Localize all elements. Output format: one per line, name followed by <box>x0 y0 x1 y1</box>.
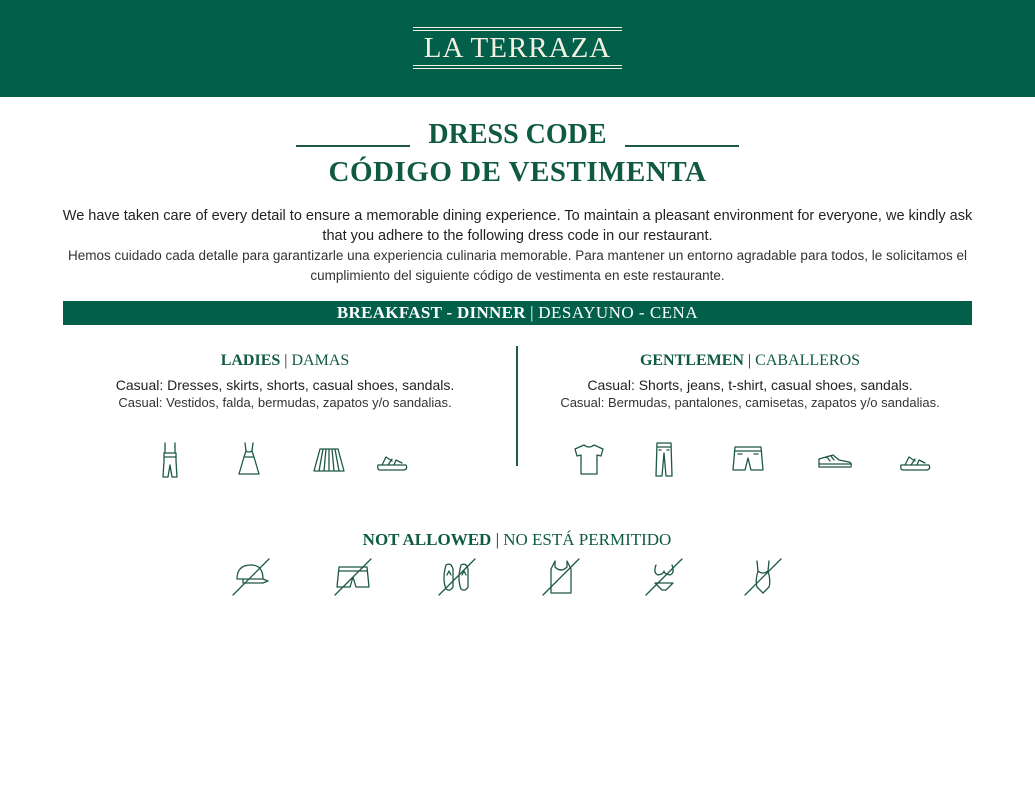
gentlemen-heading-en: GENTLEMEN <box>639 352 744 369</box>
meal-banner <box>63 301 972 325</box>
sandal-icon <box>895 439 935 479</box>
brand-logo <box>413 27 622 70</box>
gentlemen-allowed-es: Casual: Bermudas, pantalones, camisetas, zapatos y/o sandalias. <box>560 395 940 410</box>
not-allowed-heading-es: NO ESTÁ PERMITIDO <box>503 530 672 549</box>
heading-separator: | <box>747 352 752 369</box>
tshirt-icon <box>569 439 609 479</box>
ladies-heading-en: LADIES <box>220 352 281 369</box>
logo-rule <box>413 65 622 66</box>
title-rule-right <box>625 145 739 147</box>
logo-rule <box>413 30 622 31</box>
brand-name: LA TERRAZA <box>423 32 612 64</box>
overalls-icon <box>150 439 190 479</box>
ladies-allowed-es: Casual: Vestidos, falda, bermudas, zapatos y/o sandalias. <box>118 395 452 410</box>
sandal-icon <box>372 439 412 479</box>
title-rule-left <box>296 145 410 147</box>
no-cap-icon <box>231 557 271 597</box>
column-divider <box>516 346 518 466</box>
dress-icon <box>229 439 269 479</box>
page-title: DRESS CODE <box>428 119 607 150</box>
ladies-allowed-en: Casual: Dresses, skirts, shorts, casual shoes, sandals. <box>115 377 455 393</box>
not-allowed-heading-en: NOT ALLOWED <box>362 530 492 549</box>
page-subtitle: CÓDIGO DE VESTIMENTA <box>328 156 707 188</box>
heading-separator: | <box>495 530 499 549</box>
gentlemen-allowed-en: Casual: Shorts, jeans, t-shirt, casual shoes, sandals. <box>587 377 913 393</box>
gentlemen-heading-es: CABALLEROS <box>755 352 861 369</box>
no-bikini-icon <box>644 557 684 597</box>
heading-separator: | <box>284 352 288 369</box>
meal-banner-separator: | <box>530 303 534 322</box>
no-swimsuit-icon <box>743 557 783 597</box>
not-allowed-heading <box>267 529 767 551</box>
no-swim-trunks-icon <box>333 557 373 597</box>
meal-banner-en: BREAKFAST - DINNER <box>336 303 526 322</box>
no-flip-flops-icon <box>437 557 477 597</box>
ladies-heading-es: DAMAS <box>291 352 350 369</box>
intro-text-en: We have taken care of every detail to ensure a memorable dining experience. To maintain a pleasant environment for everyone, we kindly ask that you adhere to the following dress code in our restaurant. <box>62 208 973 244</box>
intro-text-es: Hemos cuidado cada detalle para garantizarle una experiencia culinaria memorable. Para mantener un entorno agradable para todos, le solicitamos el cumplimiento del siguiente código de vestimenta en este restaurante. <box>67 248 968 283</box>
sneaker-icon <box>815 439 855 479</box>
ladies-heading <box>70 350 500 372</box>
shorts-icon <box>728 439 768 479</box>
no-tank-top-icon <box>541 557 581 597</box>
pleated-skirt-icon <box>309 439 349 479</box>
jeans-icon <box>644 439 684 479</box>
meal-banner-es: DESAYUNO - CENA <box>538 303 699 322</box>
header-bar <box>0 0 1035 97</box>
logo-rule <box>413 68 622 69</box>
logo-rule <box>413 27 622 28</box>
gentlemen-heading <box>535 350 965 372</box>
